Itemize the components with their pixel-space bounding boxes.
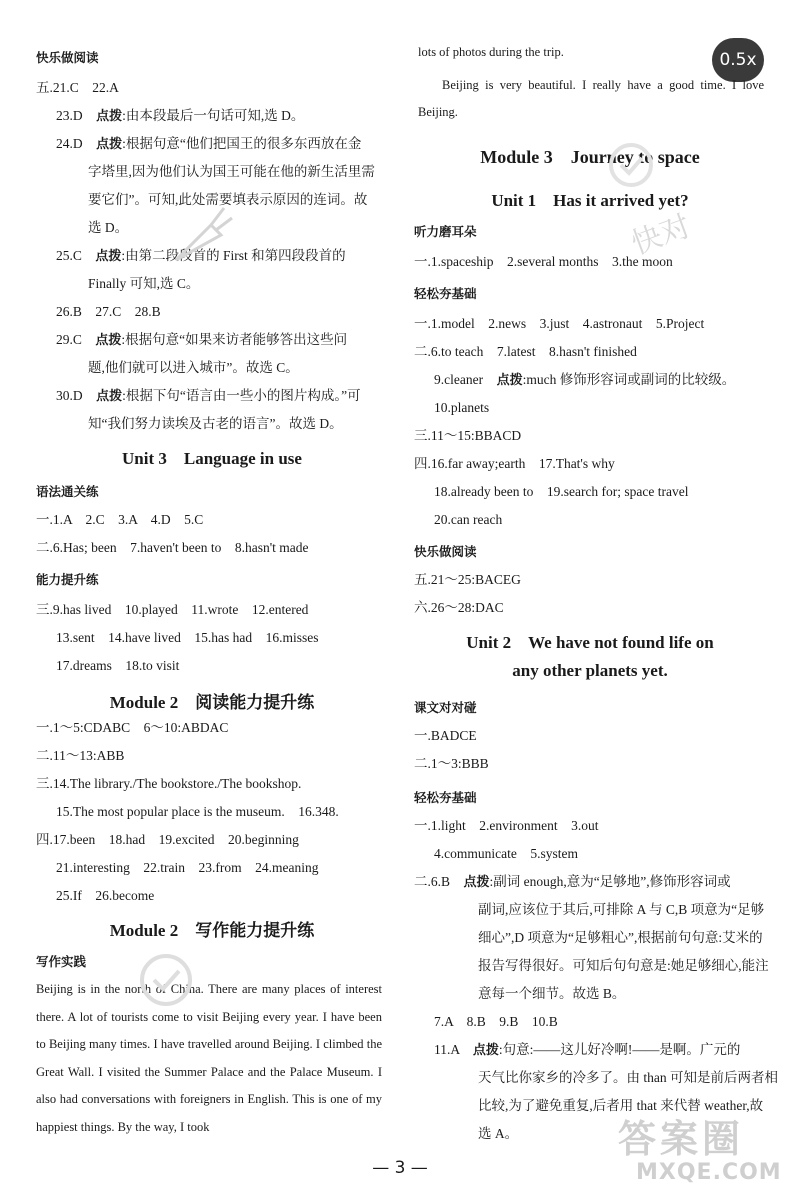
- answer-line: 29.C 点拨:根据句意“如果来访者能够答出这些问: [56, 332, 348, 348]
- answer-line: 报告写得很好。可知后句句意是:她足够细心,能注: [478, 958, 769, 973]
- section-heading: 快乐做阅读: [36, 50, 99, 65]
- answer-line: 21.interesting 22.train 23.from 24.meaning: [56, 860, 319, 875]
- answer-line: 字塔里,因为他们认为国王可能在他的新生活里需: [88, 164, 375, 179]
- essay-paragraph: Beijing is in the north of China. There are many places of interest there. A lot of tourists come to visit Beijing every year. I have been to Beijing many times. I have travelled around Beijing. I climbed the Great Wall. I visited the Summer Palace and the Palace Museum. I also had conversations with foreigners in English. This is one of my happiest things. By the way, I took: [36, 982, 382, 1134]
- answer-line: 二.6.Has; been 7.haven't been to 8.hasn't made: [36, 540, 309, 555]
- answer-line: 一.BADCE: [414, 728, 477, 743]
- answer-line: 26.B 27.C 28.B: [56, 304, 161, 319]
- answer-line: 二.11～13:ABB: [36, 748, 125, 763]
- answer-line: 五.21～25:BACEG: [414, 572, 521, 587]
- answer-line: 题,他们就可以进入城市”。故选 C。: [88, 360, 299, 375]
- answer-line: 11.A 点拨:句意:——这儿好冷啊!——是啊。广元的: [434, 1042, 741, 1058]
- answer-line: 30.D 点拨:根据下句“语言由一些小的图片构成。”可: [56, 388, 361, 404]
- answer-line: 三.11～15:BBACD: [414, 428, 522, 443]
- answer-line: 四.17.been 18.had 19.excited 20.beginning: [36, 832, 299, 847]
- answer-line: 意每一个细节。故选 B。: [478, 986, 626, 1001]
- answer-line: 三.9.has lived 10.played 11.wrote 12.entered: [36, 602, 309, 617]
- answer-line: 副词,应该位于其后,可排除 A 与 C,B 项意为“足够: [478, 902, 765, 917]
- hint-label: 点拨: [96, 137, 123, 152]
- brand-watermark-site: MXQE.COM: [636, 1160, 782, 1185]
- unit-title: Unit 2 We have not found life on: [466, 633, 714, 652]
- check-watermark-icon: [136, 950, 196, 1010]
- hint-label: 点拨: [463, 875, 490, 890]
- unit-title-continued: any other planets yet.: [512, 661, 668, 680]
- module-title: Module 2 阅读能力提升练: [109, 693, 315, 712]
- answer-line: 天气比你家乡的冷多了。由 than 可知是前后两者相: [478, 1070, 778, 1085]
- section-heading: 听力磨耳朵: [414, 224, 477, 239]
- hint-label: 点拨: [95, 249, 122, 264]
- check-watermark-icon: [606, 140, 656, 190]
- section-heading: 写作实践: [36, 954, 87, 969]
- hint-label: 点拨: [96, 389, 123, 404]
- answer-line: 比较,为了避免重复,后者用 that 来代替 weather,故: [478, 1098, 764, 1113]
- unit-title: Unit 1 Has it arrived yet?: [491, 191, 689, 210]
- carrot-watermark-icon: [166, 200, 236, 270]
- answer-line: 9.cleaner 点拨:much 修饰形容词或副词的比较级。: [434, 372, 736, 388]
- answer-line: 五.21.C 22.A: [36, 80, 119, 95]
- answer-line: 细心”,D 项意为“足够粗心”,根据前句句意:艾米的: [478, 930, 763, 945]
- answer-line: 选 D。: [88, 220, 129, 235]
- answer-line: 20.can reach: [434, 512, 503, 527]
- section-heading: 轻松夯基础: [414, 286, 477, 301]
- module-title: Module 3 Journey to space: [480, 147, 700, 167]
- essay-continuation: lots of photos during the trip.: [418, 45, 564, 59]
- answer-line: 24.D 点拨:根据句意“他们把国王的很多东西放在金: [56, 136, 362, 152]
- answer-line: 一.1～5:CDABC 6～10:ABDAC: [36, 720, 229, 735]
- watermark-text: 快对: [627, 208, 696, 262]
- answer-line: 18.already been to 19.search for; space travel: [434, 484, 689, 499]
- answer-line: 7.A 8.B 9.B 10.B: [434, 1014, 558, 1029]
- answer-line: 二.6.to teach 7.latest 8.hasn't finished: [414, 344, 637, 359]
- answer-line: 四.16.far away;earth 17.That's why: [414, 456, 615, 471]
- brand-watermark: 答案圈: [618, 1117, 745, 1161]
- section-heading: 轻松夯基础: [414, 790, 477, 805]
- hint-label: 点拨: [95, 333, 122, 348]
- answer-line: 一.1.A 2.C 3.A 4.D 5.C: [36, 512, 204, 527]
- zoom-badge[interactable]: 0.5x: [712, 38, 764, 82]
- answer-line: 选 A。: [478, 1126, 519, 1141]
- answer-line: 一.1.light 2.environment 3.out: [414, 818, 599, 833]
- answer-line: 一.1.spaceship 2.several months 3.the moon: [414, 254, 673, 269]
- page-number: — 3 —: [372, 1158, 428, 1178]
- module-title: Module 2 写作能力提升练: [109, 921, 315, 940]
- hint-label: 点拨: [496, 373, 523, 388]
- section-heading: 能力提升练: [36, 572, 99, 587]
- answer-line: 23.D 点拨:由本段最后一句话可知,选 D。: [56, 108, 305, 124]
- section-heading: 快乐做阅读: [414, 544, 477, 559]
- answer-line: 13.sent 14.have lived 15.has had 16.misses: [56, 630, 319, 645]
- section-heading: 语法通关练: [36, 484, 99, 499]
- answer-line: 一.1.model 2.news 3.just 4.astronaut 5.Project: [414, 316, 705, 331]
- answer-line: 25.If 26.become: [56, 888, 155, 903]
- essay-closing: Beijing is very beautiful. I really have a good time. I love Beijing.: [418, 78, 764, 119]
- answer-line: 25.C 点拨:由第二段段首的 First 和第四段段首的: [56, 248, 346, 264]
- section-heading: 课文对对碰: [414, 700, 477, 715]
- answer-line: 二.6.B 点拨:副词 enough,意为“足够地”,修饰形容词或: [414, 874, 731, 890]
- unit-title: Unit 3 Language in use: [122, 449, 302, 468]
- answer-line: 4.communicate 5.system: [434, 846, 578, 861]
- hint-label: 点拨: [472, 1043, 499, 1058]
- answer-line: 15.The most popular place is the museum. 16.348.: [56, 804, 339, 819]
- answer-line: 知“我们努力读埃及古老的语言”。故选 D。: [88, 416, 343, 431]
- answer-line: 10.planets: [434, 400, 490, 415]
- answer-line: Finally 可知,选 C。: [88, 276, 200, 291]
- answer-line: 要它们”。可知,此处需要填表示原因的连词。故: [88, 192, 368, 207]
- hint-label: 点拨: [96, 109, 123, 124]
- answer-line: 二.1～3:BBB: [414, 756, 489, 771]
- answer-line: 三.14.The library./The bookstore./The bookshop.: [36, 776, 302, 791]
- answer-line: 17.dreams 18.to visit: [56, 658, 180, 673]
- answer-line: 六.26～28:DAC: [414, 600, 504, 615]
